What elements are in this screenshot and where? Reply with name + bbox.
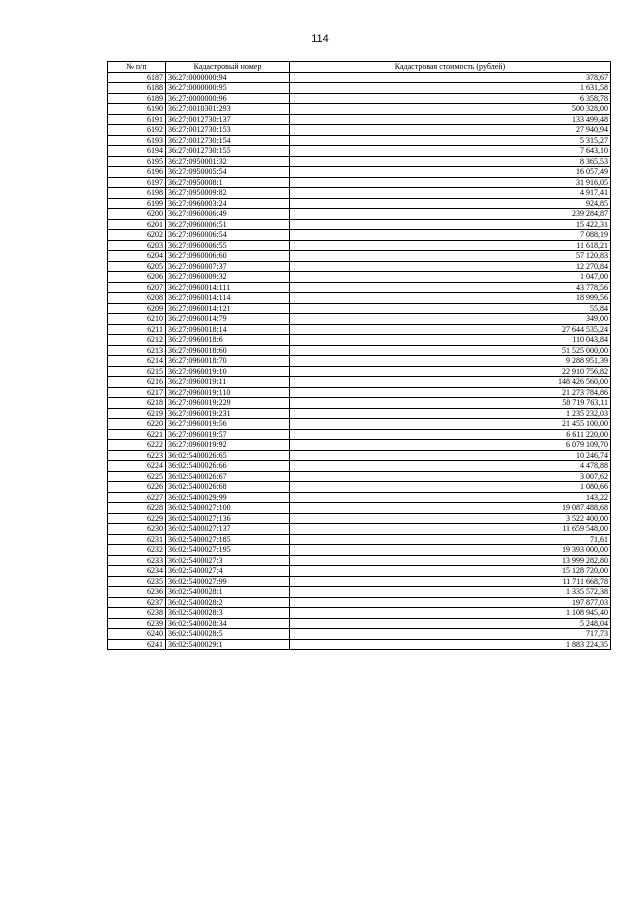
row-number-cell: 6214 xyxy=(108,356,166,367)
table-row xyxy=(108,408,611,419)
cadastral-value-cell: 71,61 xyxy=(290,534,611,545)
table-row xyxy=(108,366,611,377)
cadastral-value-cell: 5 315,27 xyxy=(290,135,611,146)
row-number-cell: 6219 xyxy=(108,408,166,419)
row-number-cell: 6196 xyxy=(108,167,166,178)
cadastral-number-cell: 36:27:0960019:57 xyxy=(166,429,290,440)
table-row xyxy=(108,566,611,577)
cadastral-number-cell: 36:27:0000000:95 xyxy=(166,83,290,94)
cadastral-number-cell: 36:02:5400026:67 xyxy=(166,471,290,482)
table-row xyxy=(108,177,611,188)
table-row xyxy=(108,398,611,409)
cadastral-number-cell: 36:27:0960019:92 xyxy=(166,440,290,451)
row-number-cell: 6206 xyxy=(108,272,166,283)
row-number-cell: 6216 xyxy=(108,377,166,388)
table-row xyxy=(108,230,611,241)
cadastral-number-cell: 36:02:5400027:136 xyxy=(166,513,290,524)
row-number-cell: 6220 xyxy=(108,419,166,430)
row-number-cell: 6236 xyxy=(108,587,166,598)
cadastral-value-cell: 22 910 756,82 xyxy=(290,366,611,377)
row-number-cell: 6213 xyxy=(108,345,166,356)
cadastral-value-cell: 7 643,10 xyxy=(290,146,611,157)
cadastral-number-cell: 36:02:5400027:100 xyxy=(166,503,290,514)
cadastral-value-cell: 55,84 xyxy=(290,303,611,314)
cadastral-value-cell: 21 455 100,00 xyxy=(290,419,611,430)
row-number-cell: 6218 xyxy=(108,398,166,409)
cadastral-number-cell: 36:27:0960006:60 xyxy=(166,251,290,262)
row-number-cell: 6200 xyxy=(108,209,166,220)
cadastral-number-cell: 36:27:0950008:1 xyxy=(166,177,290,188)
cadastral-value-cell: 133 499,48 xyxy=(290,114,611,125)
row-number-cell: 6226 xyxy=(108,482,166,493)
row-number-cell: 6239 xyxy=(108,618,166,629)
cadastral-value-cell: 7 088,19 xyxy=(290,230,611,241)
cadastral-value-cell: 349,00 xyxy=(290,314,611,325)
row-number-cell: 6190 xyxy=(108,104,166,115)
cadastral-number-cell: 36:02:5400027:4 xyxy=(166,566,290,577)
table-row xyxy=(108,492,611,503)
cadastral-number-cell: 36:27:0960006:51 xyxy=(166,219,290,230)
cadastral-value-cell: 6 079 109,70 xyxy=(290,440,611,451)
cadastral-value-cell: 3 522 400,00 xyxy=(290,513,611,524)
table-row xyxy=(108,461,611,472)
cadastral-number-cell: 36:02:5400027:3 xyxy=(166,555,290,566)
cadastral-number-cell: 36:27:0950005:54 xyxy=(166,167,290,178)
table-row xyxy=(108,104,611,115)
cadastral-number-cell: 36:02:5400028:5 xyxy=(166,629,290,640)
cadastral-value-cell: 239 284,87 xyxy=(290,209,611,220)
cadastral-value-cell: 21 273 784,86 xyxy=(290,387,611,398)
table-row xyxy=(108,345,611,356)
cadastral-value-cell: 4 917,41 xyxy=(290,188,611,199)
table-row xyxy=(108,219,611,230)
cadastral-value-cell: 6 358,78 xyxy=(290,93,611,104)
cadastral-number-cell: 36:02:5400026:65 xyxy=(166,450,290,461)
row-number-cell: 6223 xyxy=(108,450,166,461)
row-number-cell: 6199 xyxy=(108,198,166,209)
row-number-cell: 6187 xyxy=(108,72,166,83)
cadastral-value-cell: 110 043,84 xyxy=(290,335,611,346)
cadastral-number-cell: 36:27:0960014:114 xyxy=(166,293,290,304)
table-row xyxy=(108,545,611,556)
cadastral-value-cell: 57 120,83 xyxy=(290,251,611,262)
table-row xyxy=(108,534,611,545)
cadastral-value-cell: 1 883 224,35 xyxy=(290,639,611,650)
cadastral-number-cell: 36:02:5400027:99 xyxy=(166,576,290,587)
row-number-cell: 6227 xyxy=(108,492,166,503)
cadastral-value-cell: 5 248,04 xyxy=(290,618,611,629)
row-number-cell: 6191 xyxy=(108,114,166,125)
row-number-cell: 6228 xyxy=(108,503,166,514)
cadastral-number-cell: 36:27:0960019:10 xyxy=(166,366,290,377)
row-number-cell: 6221 xyxy=(108,429,166,440)
cadastral-value-cell: 11 711 668,78 xyxy=(290,576,611,587)
table-row xyxy=(108,450,611,461)
table-row xyxy=(108,240,611,251)
cadastral-number-cell: 36:27:0960019:231 xyxy=(166,408,290,419)
cadastral-number-cell: 36:02:5400028:3 xyxy=(166,608,290,619)
cadastral-number-cell: 36:27:0960009:32 xyxy=(166,272,290,283)
row-number-cell: 6241 xyxy=(108,639,166,650)
cadastral-number-cell: 36:27:0960019:56 xyxy=(166,419,290,430)
column-header-cadastral-value: Кадастровая стоимость (рублей) xyxy=(290,62,611,73)
cadastral-number-cell: 36:02:5400028:1 xyxy=(166,587,290,598)
row-number-cell: 6234 xyxy=(108,566,166,577)
row-number-cell: 6193 xyxy=(108,135,166,146)
cadastral-value-cell: 1 335 572,38 xyxy=(290,587,611,598)
table-row xyxy=(108,72,611,83)
cadastral-number-cell: 36:27:0000000:96 xyxy=(166,93,290,104)
cadastral-number-cell: 36:27:0012730:153 xyxy=(166,125,290,136)
cadastral-value-cell: 8 365,53 xyxy=(290,156,611,167)
table-row xyxy=(108,639,611,650)
table-row xyxy=(108,83,611,94)
row-number-cell: 6232 xyxy=(108,545,166,556)
row-number-cell: 6225 xyxy=(108,471,166,482)
cadastral-value-cell: 16 057,49 xyxy=(290,167,611,178)
cadastral-number-cell: 36:27:0960018:14 xyxy=(166,324,290,335)
cadastral-value-cell: 148 426 560,00 xyxy=(290,377,611,388)
table-row xyxy=(108,471,611,482)
cadastral-value-cell: 18 999,56 xyxy=(290,293,611,304)
table-row xyxy=(108,377,611,388)
table-row xyxy=(108,608,611,619)
cadastral-number-cell: 36:27:0012730:137 xyxy=(166,114,290,125)
table-row xyxy=(108,440,611,451)
table-row xyxy=(108,261,611,272)
cadastral-number-cell: 36:27:0950009:82 xyxy=(166,188,290,199)
row-number-cell: 6197 xyxy=(108,177,166,188)
row-number-cell: 6215 xyxy=(108,366,166,377)
table-row xyxy=(108,272,611,283)
row-number-cell: 6207 xyxy=(108,282,166,293)
cadastral-number-cell: 36:02:5400027:195 xyxy=(166,545,290,556)
table-row xyxy=(108,576,611,587)
table-row xyxy=(108,524,611,535)
cadastral-number-cell: 36:27:0960018:70 xyxy=(166,356,290,367)
cadastral-number-cell: 36:27:0000000:94 xyxy=(166,72,290,83)
row-number-cell: 6211 xyxy=(108,324,166,335)
cadastral-value-cell: 717,73 xyxy=(290,629,611,640)
row-number-cell: 6208 xyxy=(108,293,166,304)
cadastral-number-cell: 36:27:0960006:55 xyxy=(166,240,290,251)
row-number-cell: 6201 xyxy=(108,219,166,230)
table-row xyxy=(108,93,611,104)
page-number: 114 xyxy=(311,33,329,45)
table-row xyxy=(108,135,611,146)
cadastral-number-cell: 36:02:5400028:34 xyxy=(166,618,290,629)
table-row xyxy=(108,324,611,335)
table-header-row xyxy=(108,62,611,73)
cadastral-value-cell: 924,85 xyxy=(290,198,611,209)
cadastral-number-cell: 36:27:0960007:37 xyxy=(166,261,290,272)
row-number-cell: 6205 xyxy=(108,261,166,272)
cadastral-number-cell: 36:02:5400026:66 xyxy=(166,461,290,472)
cadastral-value-cell: 500 328,00 xyxy=(290,104,611,115)
table-row xyxy=(108,125,611,136)
table-row xyxy=(108,114,611,125)
cadastral-value-cell: 11 618,21 xyxy=(290,240,611,251)
row-number-cell: 6229 xyxy=(108,513,166,524)
cadastral-number-cell: 36:02:5400028:2 xyxy=(166,597,290,608)
table-row xyxy=(108,587,611,598)
cadastral-value-cell: 27 940,94 xyxy=(290,125,611,136)
cadastral-value-cell: 58 719 763,11 xyxy=(290,398,611,409)
cadastral-value-cell: 19 393 000,00 xyxy=(290,545,611,556)
cadastral-value-cell: 19 087 488,68 xyxy=(290,503,611,514)
row-number-cell: 6231 xyxy=(108,534,166,545)
cadastral-value-cell: 15 422,31 xyxy=(290,219,611,230)
cadastral-value-cell: 1 235 232,03 xyxy=(290,408,611,419)
row-number-cell: 6224 xyxy=(108,461,166,472)
cadastral-number-cell: 36:27:0960006:54 xyxy=(166,230,290,241)
row-number-cell: 6195 xyxy=(108,156,166,167)
cadastral-number-cell: 36:27:0960003:24 xyxy=(166,198,290,209)
row-number-cell: 6222 xyxy=(108,440,166,451)
table-row xyxy=(108,188,611,199)
table-row xyxy=(108,282,611,293)
cadastral-number-cell: 36:27:0960019:110 xyxy=(166,387,290,398)
cadastral-value-cell: 9 288 951,39 xyxy=(290,356,611,367)
table-row xyxy=(108,156,611,167)
table-row xyxy=(108,387,611,398)
cadastral-value-cell: 6 611 220,00 xyxy=(290,429,611,440)
table-row xyxy=(108,314,611,325)
cadastral-value-cell: 378,67 xyxy=(290,72,611,83)
cadastral-value-cell: 4 478,88 xyxy=(290,461,611,472)
row-number-cell: 6233 xyxy=(108,555,166,566)
cadastral-value-cell: 10 246,74 xyxy=(290,450,611,461)
table-row xyxy=(108,209,611,220)
cadastral-number-cell: 36:27:0960006:49 xyxy=(166,209,290,220)
row-number-cell: 6194 xyxy=(108,146,166,157)
cadastral-value-cell: 12 270,84 xyxy=(290,261,611,272)
table-row xyxy=(108,293,611,304)
cadastral-value-cell: 1 108 945,40 xyxy=(290,608,611,619)
table-row xyxy=(108,555,611,566)
cadastral-value-cell: 43 778,56 xyxy=(290,282,611,293)
cadastral-number-cell: 36:27:0960014:121 xyxy=(166,303,290,314)
table-row xyxy=(108,629,611,640)
cadastral-number-cell: 36:27:0012730:155 xyxy=(166,146,290,157)
row-number-cell: 6189 xyxy=(108,93,166,104)
cadastral-number-cell: 36:02:5400027:185 xyxy=(166,534,290,545)
cadastral-number-cell: 36:27:0960014:111 xyxy=(166,282,290,293)
cadastral-number-cell: 36:27:0960018:60 xyxy=(166,345,290,356)
row-number-cell: 6230 xyxy=(108,524,166,535)
cadastral-value-cell: 3 007,62 xyxy=(290,471,611,482)
cadastral-value-cell: 51 525 000,00 xyxy=(290,345,611,356)
cadastral-value-cell: 27 644 535,24 xyxy=(290,324,611,335)
cadastral-value-cell: 197 877,03 xyxy=(290,597,611,608)
cadastral-value-cell: 13 999 282,80 xyxy=(290,555,611,566)
row-number-cell: 6192 xyxy=(108,125,166,136)
cadastral-number-cell: 36:02:5400027:137 xyxy=(166,524,290,535)
table-row xyxy=(108,167,611,178)
cadastral-value-table xyxy=(107,61,611,650)
table-row xyxy=(108,429,611,440)
cadastral-number-cell: 36:27:0010301:293 xyxy=(166,104,290,115)
table-body xyxy=(108,72,611,650)
cadastral-value-cell: 31 916,05 xyxy=(290,177,611,188)
table-row xyxy=(108,356,611,367)
cadastral-number-cell: 36:02:5400029:1 xyxy=(166,639,290,650)
table-row xyxy=(108,146,611,157)
cadastral-number-cell: 36:27:0960019:229 xyxy=(166,398,290,409)
cadastral-number-cell: 36:27:0960014:79 xyxy=(166,314,290,325)
row-number-cell: 6217 xyxy=(108,387,166,398)
table-row xyxy=(108,513,611,524)
table-row xyxy=(108,618,611,629)
row-number-cell: 6240 xyxy=(108,629,166,640)
cadastral-value-cell: 1 080,66 xyxy=(290,482,611,493)
table-row xyxy=(108,303,611,314)
row-number-cell: 6188 xyxy=(108,83,166,94)
cadastral-value-cell: 15 128 720,00 xyxy=(290,566,611,577)
column-header-cadastral-number: Кадастровый номер xyxy=(166,62,290,73)
row-number-cell: 6237 xyxy=(108,597,166,608)
cadastral-number-cell: 36:27:0960019:11 xyxy=(166,377,290,388)
row-number-cell: 6202 xyxy=(108,230,166,241)
table-row xyxy=(108,419,611,430)
table-row xyxy=(108,198,611,209)
row-number-cell: 6209 xyxy=(108,303,166,314)
cadastral-value-cell: 143,22 xyxy=(290,492,611,503)
row-number-cell: 6235 xyxy=(108,576,166,587)
table-row xyxy=(108,503,611,514)
cadastral-number-cell: 36:27:0950001:32 xyxy=(166,156,290,167)
cadastral-number-cell: 36:27:0960018:6 xyxy=(166,335,290,346)
column-header-row-number: № п/п xyxy=(108,62,166,73)
table-row xyxy=(108,251,611,262)
row-number-cell: 6204 xyxy=(108,251,166,262)
cadastral-number-cell: 36:27:0012730:154 xyxy=(166,135,290,146)
cadastral-value-cell: 1 047,00 xyxy=(290,272,611,283)
row-number-cell: 6210 xyxy=(108,314,166,325)
row-number-cell: 6238 xyxy=(108,608,166,619)
row-number-cell: 6203 xyxy=(108,240,166,251)
cadastral-value-cell: 1 631,58 xyxy=(290,83,611,94)
table-row xyxy=(108,597,611,608)
cadastral-value-cell: 11 659 548,00 xyxy=(290,524,611,535)
table-row xyxy=(108,335,611,346)
cadastral-number-cell: 36:02:5400026:68 xyxy=(166,482,290,493)
row-number-cell: 6212 xyxy=(108,335,166,346)
row-number-cell: 6198 xyxy=(108,188,166,199)
cadastral-number-cell: 36:02:5400029:99 xyxy=(166,492,290,503)
table-row xyxy=(108,482,611,493)
